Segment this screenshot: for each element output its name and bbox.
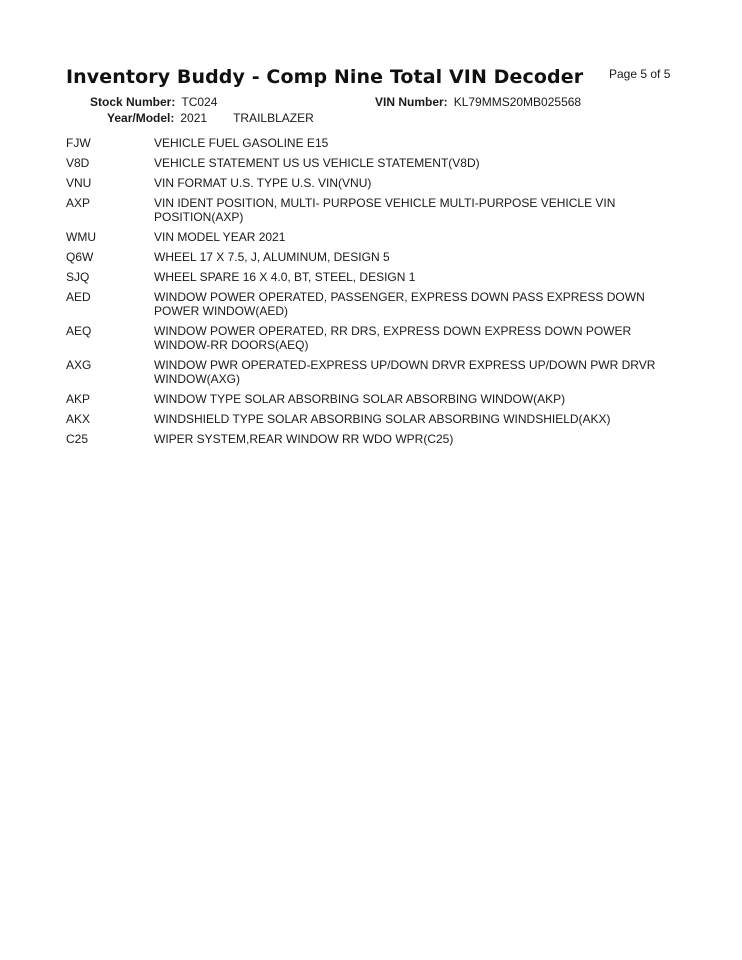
option-description: VEHICLE FUEL GASOLINE E15 — [154, 136, 329, 150]
option-code: SJQ — [66, 270, 90, 284]
option-description: WINDOW TYPE SOLAR ABSORBING SOLAR ABSORBING WINDOW(AKP) — [154, 392, 566, 406]
option-row — [66, 176, 676, 190]
option-description: VEHICLE STATEMENT US US VEHICLE STATEMENT(V8D) — [154, 156, 480, 170]
option-code: AEQ — [66, 324, 92, 338]
stock-number-row — [90, 95, 217, 109]
model-name-value: TRAILBLAZER — [233, 111, 314, 125]
option-row — [66, 270, 676, 284]
option-description: VIN MODEL YEAR 2021 — [154, 230, 286, 244]
option-row — [66, 324, 676, 352]
vin-number-row — [375, 95, 581, 109]
option-code: C25 — [66, 432, 89, 446]
option-description: WINDOW POWER OPERATED, RR DRS, EXPRESS DOWN EXPRESS DOWN POWER WINDOW-RR DOORS(AEQ) — [154, 324, 632, 352]
option-code: V8D — [66, 156, 90, 170]
option-row — [66, 156, 676, 170]
stock-number-value: TC024 — [181, 95, 218, 109]
option-row — [66, 250, 676, 264]
page-indicator: Page 5 of 5 — [609, 67, 671, 81]
option-description: WIPER SYSTEM,REAR WINDOW RR WDO WPR(C25) — [154, 432, 454, 446]
option-row — [66, 196, 676, 224]
option-description: WHEEL 17 X 7.5, J, ALUMINUM, DESIGN 5 — [154, 250, 390, 264]
option-row — [66, 290, 676, 318]
option-description: WINDSHIELD TYPE SOLAR ABSORBING SOLAR ABSORBING WINDSHIELD(AKX) — [154, 412, 611, 426]
option-description: WINDOW PWR OPERATED-EXPRESS UP/DOWN DRVR EXPRESS UP/DOWN PWR DRVR WINDOW(AXG) — [154, 358, 656, 386]
report-title: Inventory Buddy - Comp Nine Total VIN Decoder — [66, 66, 584, 88]
option-code: AKP — [66, 392, 91, 406]
option-description: WINDOW POWER OPERATED, PASSENGER, EXPRESS DOWN PASS EXPRESS DOWN POWER WINDOW(AED) — [154, 290, 645, 318]
option-description: VIN IDENT POSITION, MULTI- PURPOSE VEHICLE MULTI-PURPOSE VEHICLE VIN POSITION(AXP) — [154, 196, 616, 224]
year-model-label: Year/Model: — [107, 111, 175, 125]
year-model-row — [107, 111, 314, 125]
option-code-list — [66, 136, 676, 452]
option-row — [66, 432, 676, 446]
vin-number-label: VIN Number: — [375, 95, 448, 109]
option-row — [66, 412, 676, 426]
option-code: FJW — [66, 136, 91, 150]
option-code: AXG — [66, 358, 92, 372]
option-code: WMU — [66, 230, 96, 244]
option-code: Q6W — [66, 250, 94, 264]
vin-number-value: KL79MMS20MB025568 — [453, 95, 582, 109]
option-code: VNU — [66, 176, 92, 190]
option-row — [66, 358, 676, 386]
option-code: AKX — [66, 412, 91, 426]
model-year-value: 2021 — [180, 111, 208, 125]
option-code: AED — [66, 290, 91, 304]
stock-number-label: Stock Number: — [90, 95, 176, 109]
option-row — [66, 230, 676, 244]
option-code: AXP — [66, 196, 91, 210]
option-description: WHEEL SPARE 16 X 4.0, BT, STEEL, DESIGN 1 — [154, 270, 416, 284]
option-description: VIN FORMAT U.S. TYPE U.S. VIN(VNU) — [154, 176, 372, 190]
option-row — [66, 136, 676, 150]
option-row — [66, 392, 676, 406]
